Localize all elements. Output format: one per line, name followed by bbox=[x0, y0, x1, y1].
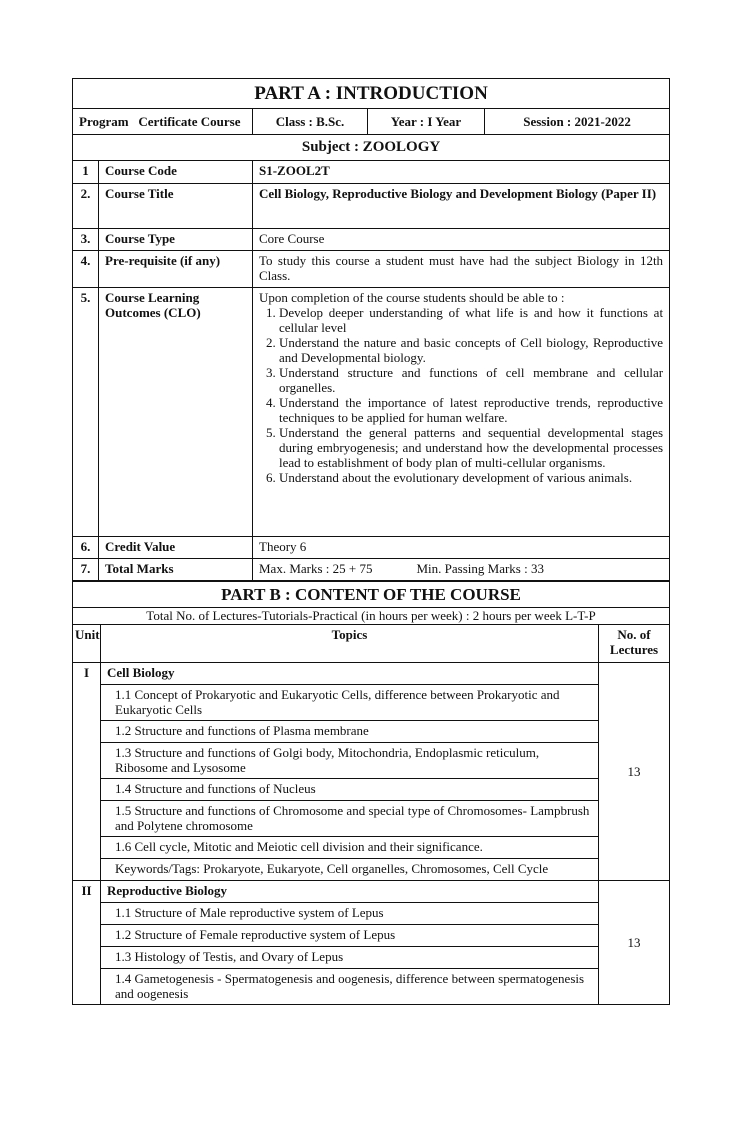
topic: 1.4 Gametogenesis - Spermatogenesis and oogenesis, difference between spermatogenesis and oogenesis bbox=[101, 969, 599, 1005]
row-label: Course Type bbox=[99, 229, 253, 251]
part-a-table bbox=[72, 78, 670, 581]
course-code: S1-ZOOL2T bbox=[253, 161, 670, 184]
session: Session : 2021-2022 bbox=[485, 109, 670, 135]
prerequisite: To study this course a student must have had the subject Biology in 12th Class. bbox=[253, 251, 670, 288]
course-title: Cell Biology, Reproductive Biology and Development Biology (Paper II) bbox=[253, 184, 670, 229]
subject: Subject : ZOOLOGY bbox=[73, 135, 670, 161]
total-hours: Total No. of Lectures-Tutorials-Practical (in hours per week) : 2 hours per week L-T-P bbox=[73, 608, 670, 625]
row-label: Course Title bbox=[99, 184, 253, 229]
clo-item: 3. Understand structure and functions of cell membrane and cellular organelles. bbox=[279, 365, 663, 395]
class: Class : B.Sc. bbox=[253, 109, 368, 135]
topic: 1.2 Structure and functions of Plasma membrane bbox=[101, 721, 599, 743]
unit-number: I bbox=[73, 663, 101, 881]
row-label: Pre-requisite (if any) bbox=[99, 251, 253, 288]
row-no: 4. bbox=[73, 251, 99, 288]
credit-value: Theory 6 bbox=[253, 537, 670, 559]
unit-title: Reproductive Biology bbox=[101, 881, 599, 903]
row-no: 5. bbox=[73, 288, 99, 537]
lectures-header: No. of Lectures bbox=[599, 625, 670, 663]
max-marks: Max. Marks : 25 + 75 bbox=[259, 561, 373, 576]
clo-cell bbox=[253, 288, 670, 537]
part-b-title: PART B : CONTENT OF THE COURSE bbox=[73, 582, 670, 608]
topic: 1.6 Cell cycle, Mitotic and Meiotic cell division and their significance. bbox=[101, 837, 599, 859]
min-passing-marks: Min. Passing Marks : 33 bbox=[416, 561, 544, 576]
clo-item: 1. Develop deeper understanding of what life is and how it functions at cellular level bbox=[279, 305, 663, 335]
row-label: Total Marks bbox=[99, 559, 253, 581]
topic: 1.3 Structure and functions of Golgi body, Mitochondria, Endoplasmic reticulum, Ribosome and Lysosome bbox=[101, 743, 599, 779]
unit-title: Cell Biology bbox=[101, 663, 599, 685]
unit-header: Unit bbox=[73, 625, 101, 663]
row-no: 7. bbox=[73, 559, 99, 581]
row-no: 1 bbox=[73, 161, 99, 184]
program: Program Certificate Course bbox=[73, 109, 253, 135]
clo-item: 6. Understand about the evolutionary development of various animals. bbox=[279, 470, 663, 485]
part-b-table bbox=[72, 581, 670, 1005]
topic: 1.2 Structure of Female reproductive system of Lepus bbox=[101, 925, 599, 947]
unit-number: II bbox=[73, 881, 101, 1005]
clo-item: 2. Understand the nature and basic concepts of Cell biology, Reproductive and Developmental biology. bbox=[279, 335, 663, 365]
course-type: Core Course bbox=[253, 229, 670, 251]
topic: 1.1 Structure of Male reproductive system of Lepus bbox=[101, 903, 599, 925]
clo-item: 5. Understand the general patterns and sequential developmental stages during embryogenesis; and understand how the developmental processes lead to establishment of body plan of multi-cellular organisms. bbox=[279, 425, 663, 470]
row-no: 6. bbox=[73, 537, 99, 559]
topic: 1.4 Structure and functions of Nucleus bbox=[101, 779, 599, 801]
topic: 1.5 Structure and functions of Chromosome and special type of Chromosomes- Lampbrush and Polytene chromosome bbox=[101, 801, 599, 837]
row-label: Course Learning Outcomes (CLO) bbox=[99, 288, 253, 537]
row-no: 2. bbox=[73, 184, 99, 229]
marks-cell bbox=[253, 559, 670, 581]
part-a-title: PART A : INTRODUCTION bbox=[73, 79, 670, 109]
row-label: Course Code bbox=[99, 161, 253, 184]
clo-intro: Upon completion of the course students should be able to : bbox=[259, 290, 565, 305]
topic: 1.1 Concept of Prokaryotic and Eukaryotic Cells, difference between Prokaryotic and Eukaryotic Cells bbox=[101, 685, 599, 721]
year: Year : I Year bbox=[368, 109, 485, 135]
topics-header: Topics bbox=[101, 625, 599, 663]
lecture-count: 13 bbox=[599, 663, 670, 881]
topic: 1.3 Histology of Testis, and Ovary of Lepus bbox=[101, 947, 599, 969]
lecture-count: 13 bbox=[599, 881, 670, 1005]
keywords: Keywords/Tags: Prokaryote, Eukaryote, Cell organelles, Chromosomes, Cell Cycle bbox=[101, 859, 599, 881]
clo-item: 4. Understand the importance of latest reproductive trends, reproductive techniques to be applied for human welfare. bbox=[279, 395, 663, 425]
row-no: 3. bbox=[73, 229, 99, 251]
row-label: Credit Value bbox=[99, 537, 253, 559]
